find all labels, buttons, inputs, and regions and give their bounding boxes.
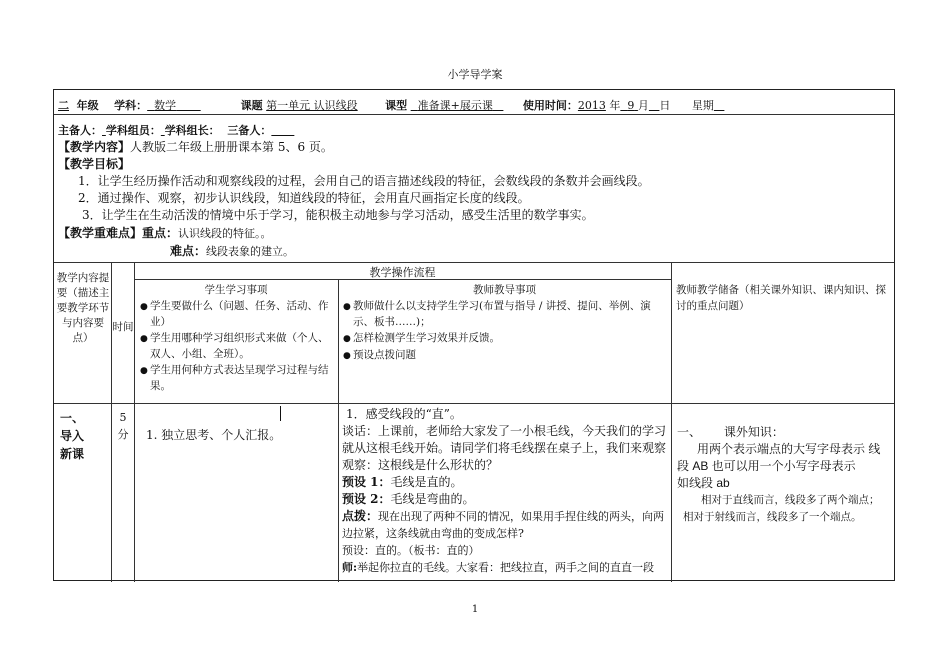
reserve-heading: 一、 课外知识： bbox=[677, 425, 784, 439]
subject-value: 数学 bbox=[154, 99, 177, 112]
reserve-p3: 相对于直线而言，线段多了两个端点； bbox=[701, 494, 880, 506]
content-label: 【教学内容】 bbox=[58, 140, 131, 154]
time-header: 时间 bbox=[112, 321, 134, 333]
page-title: 小学导学案 bbox=[447, 68, 503, 81]
hard-text: 线段表象的建立。 bbox=[206, 245, 295, 258]
header-row bbox=[58, 98, 888, 114]
teacher-item: ● 预设点拨问题 bbox=[343, 349, 416, 361]
preset-line: 预设：直的。（板书：直的） bbox=[342, 544, 480, 557]
section1-time: 5 分 bbox=[117, 411, 129, 441]
keypoints-label: 【教学重难点】 bbox=[58, 226, 143, 240]
topic-value: 第一单元 认识线段 bbox=[266, 99, 358, 112]
hint: 点拨：现在出现了两种不同的情况，如果用手捏住线的两头，向两边拉紧，这条线就由弯曲的变成怎样? bbox=[342, 509, 665, 540]
key-label: 重点： bbox=[142, 226, 179, 240]
preset-1: 预设 1：毛线是直的。 bbox=[342, 475, 463, 489]
text-cursor bbox=[280, 406, 281, 421]
teacher-item: ● 怎样检测学生学习效果并反馈。 bbox=[343, 332, 500, 344]
student-item: ● 学生用哪种学习组织形式来做（个人、双人、小组、全班）。 bbox=[140, 332, 329, 360]
process-header: 教学操作流程 bbox=[369, 266, 436, 279]
teacher-line: 师:举起你拉直的毛线。大家看：把线拉直，两手之间的直直一段 bbox=[342, 561, 655, 574]
section1-teacher bbox=[342, 406, 668, 576]
time-label: 使用时间： bbox=[522, 99, 578, 112]
section1-title: 一、 导入 新课 bbox=[60, 411, 85, 461]
topic-label: 课题 bbox=[240, 99, 263, 112]
third-prep-label: 三备人： bbox=[227, 124, 272, 137]
preset-2: 预设 2：毛线是弯曲的。 bbox=[342, 492, 475, 506]
student-header: 学生学习事项 bbox=[204, 284, 268, 296]
day-unit: 日 bbox=[659, 99, 671, 112]
section1-student-text: 1. 独立思考、个人汇报。 bbox=[146, 428, 282, 442]
key-point-row bbox=[58, 225, 272, 242]
teaching-content bbox=[58, 139, 333, 156]
section1-reserve bbox=[677, 424, 891, 526]
student-items bbox=[140, 298, 334, 394]
month-unit: 月 bbox=[637, 99, 649, 112]
subject-label: 学科： bbox=[114, 99, 148, 112]
key-text: 认识线段的特征。。 bbox=[178, 227, 272, 240]
grade-label: 年级 bbox=[76, 99, 99, 112]
type-value: 准备课+展示课 bbox=[417, 99, 493, 112]
teacher-header: 教师教导事项 bbox=[473, 284, 536, 296]
year-unit: 年 bbox=[609, 99, 621, 112]
hard-label: 难点： bbox=[170, 244, 207, 258]
goal-item-2: 2．通过操作、观察，初步认识线段，知道线段的特征，会用直尺画指定长度的线段。 bbox=[78, 191, 530, 205]
goal-item-3: 3．让学生在生动活泼的情境中乐于学习，能积极主动地参与学习活动，感受生活里的数学事实。 bbox=[82, 208, 594, 222]
teacher-heading: 1．感受线段的“直”。 bbox=[346, 407, 462, 421]
reserve-header: 教师教学储备（相关课外知识、课内知识、探讨的重点问题） bbox=[676, 284, 886, 312]
content-text: 人教版二年级上册册课本第 5、6 页。 bbox=[130, 140, 333, 154]
page-number: 1 bbox=[471, 604, 479, 615]
reserve-p2: 如线段 ab bbox=[677, 476, 730, 490]
leader-label: 学科组长： bbox=[164, 124, 220, 137]
type-label: 课型 bbox=[385, 99, 408, 112]
lesson-plan-table bbox=[53, 89, 895, 581]
main-prep-label: 主备人： bbox=[58, 124, 102, 137]
members-label: 学科组员： bbox=[105, 124, 161, 137]
student-item: ● 学生要做什么（问题、任务、活动、作业） bbox=[140, 300, 329, 328]
student-item: ● 学生用何种方式表达呈现学习过程与结果。 bbox=[140, 364, 329, 392]
goals-label: 【教学目标】 bbox=[58, 157, 131, 171]
content-outline-header: 教学内容提要（描述主要教学环节与内容要点） bbox=[56, 272, 110, 344]
staff-row bbox=[58, 123, 294, 139]
reserve-p4: 相对于射线而言，线段多了一个端点。 bbox=[683, 511, 862, 523]
teacher-items bbox=[343, 298, 667, 364]
weekday-label: 星期 bbox=[691, 99, 714, 112]
teacher-item: ● 教师做什么以支持学生学习(布置与指导 / 讲授、提问、举例、演示、板书……)； bbox=[343, 300, 651, 328]
reserve-p1: 用两个表示端点的大写字母表示 线段 AB 也可以用一个小写字母表示 bbox=[677, 442, 881, 473]
month-value: 9 bbox=[627, 99, 635, 112]
year-value: 2013 bbox=[577, 99, 606, 112]
goal-item-1: 1．让学生经历操作活动和观察线段的过程，会用自己的语言描述线段的特征，会数线段的条数并会画线段。 bbox=[78, 174, 650, 188]
teacher-intro: 谈话：上课前，老师给大家发了一小根毛线，今天我们的学习就从这根毛线开始。请同学们将毛线摆在桌子上，我们来观察观察：这根线是什么形状的？ bbox=[342, 424, 667, 472]
hard-point-row bbox=[170, 243, 294, 260]
grade-value: 二 bbox=[58, 99, 69, 112]
